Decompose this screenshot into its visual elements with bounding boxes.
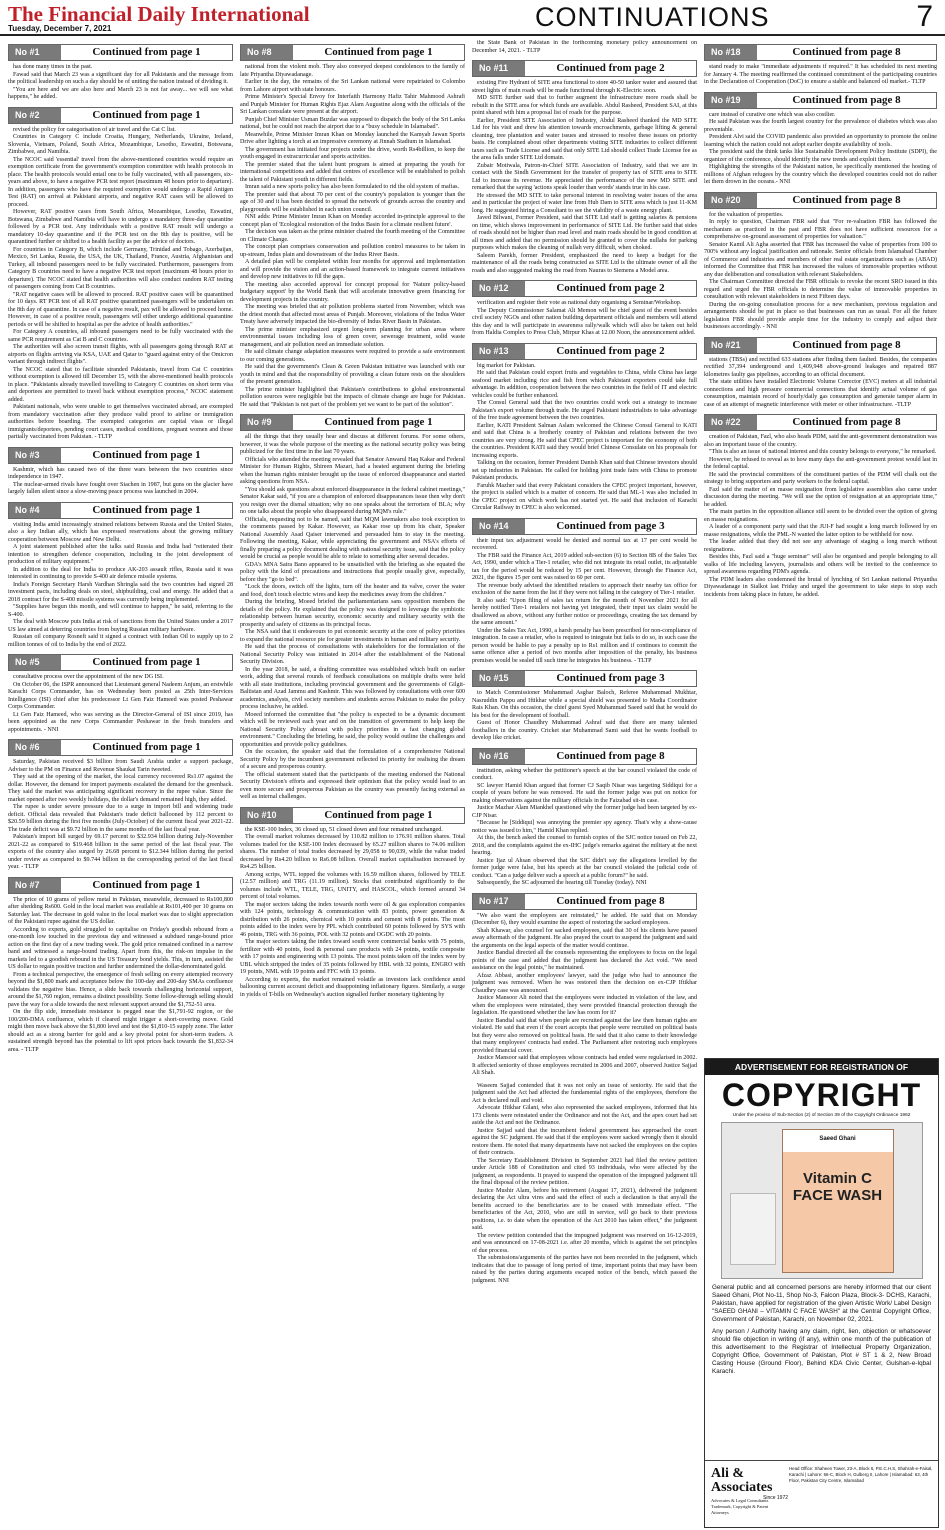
story-paragraph: The government has initiated four projects under the drive, worth Rs4billion, to keep the youth engaged in extracurricular and sports activities. [240,146,465,160]
story [472,748,697,888]
story-paragraph: "You are here and we are also here and March 23 is not far away... we will see what happens," he added. [8,86,233,100]
story-paragraph: The deal with Moscow puts India at risk of sanctions from the United States under a 2017 US law aimed at deterring countries from buying Russian military hardware. [8,619,233,633]
story [8,654,233,734]
story [704,44,937,87]
story [472,670,697,743]
story-paragraph: Guest of Honor Chaudhry Muhammad Ashraf said that there are many talented footballers in the country. Cricket star Muhammad Sami said that he wants football to develop like cricket. [472,720,697,741]
continued-from-label: Continued from page 1 [61,45,232,60]
story-paragraph: Officials who attended the meeting revealed that Senator Anwarul Haq Kakar and Federal Minister for Human Rights, Shireen Mazari, had a heated argument during the briefing when the human rights minister brought up the issue of enforced disappearance and started asking questions from NSA. [240,456,465,485]
story-paragraph: The meeting was briefed that air pollution problems started from November, which was the driest month that affected most areas of Punjab. Moreover, violations of the Indus Water Treaty have adversely impacted the bio-diversity of Indus River Basin in Pakistan. [240,304,465,325]
story-paragraph: The overall market volumes decreased by 110.82 million to 176.91 million shares. Total volumes traded for the KSE-100 Index decreased by 65.27 million shares to 74.06 million shares. The number of total trades decreased by 29,058 to 90,039, while the value traded decreased by Rs4.20 billion to Rs6.08 billion. Overall market capitalisation increased by Rs4.25 billion. [240,834,465,870]
story-paragraph: creation of Pakistan, Fazl, who also heads PDM, said the anti-government demonstration was also an important issue of the country. [704,434,937,448]
story [8,107,233,442]
continued-from-label: Continued from page 1 [61,655,232,670]
story-paragraph: all the things that they usually hear and discuss at different forums. For some others, however, it was the whole purpose of the meeting as the national security policy was being publicized for the first time in the last 70 years. [240,434,465,455]
story-paragraph: Justice Mazhar Alam Miankhel questioned why the former judge had been targeted by ex-CJP Nisar. [472,805,697,819]
story-paragraph: The FBR said the Finance Act, 2019 added sub-section (6) to Section 8B of the Sales Tax Act, 1990, under which a Tier-1 retailer, who did not integrate its retail outlet, its adjustable tax for the period would be reduced by 15 per cent. However, through the Finance Act, 2021, the figures 15 per cent was raised to 60 per cent. [472,552,697,581]
story-paragraph: care instead of curative one which was also costlier. [709,111,836,118]
story-paragraph: consultative process over the appointment of the new DG ISI. [13,674,164,680]
story-paragraph: Justice Bandial directed all the counsels representing the employees to focus on the legal points of the case and added that the judgment has declared the Act void. "We need assistance on the legal points," he maintained. [472,950,697,971]
story-paragraph: The nuclear-armed rivals have fought over Siachen in 1987, but guns on the glacier have largely fallen silent since a slow-moving peace process was launched in 2004. [8,481,233,495]
story-body [472,363,697,513]
story-paragraph: Moeed informed the committee that "the policy is expected to be a dynamic document which will be reviewed each year and on the transition of government to help keep the National Security Policy abreast with policy priorities in a fast changing global environment." Concluding the briefing, he said, the policy would outline the challenges and opportunities and provide policy guidelines. [240,711,465,748]
story-paragraph: Under the Sales Tax Act, 1990, a harsh penalty has been prescribed for non-compliance of integration. In case a retailer, who is required to integrate but fails to do so, in such case the person would be liable to pay a penalty up to Rs1 million and if continues to commit the same offence after a period of two months after imposition of the penalty, his business premises would be sealed till such time he integrates his business. - TLTP [472,627,697,664]
story-body [8,127,233,442]
continued-from-label: Continued from page 2 [525,281,696,296]
story-body [704,112,937,187]
story-body [240,434,465,802]
story-paragraph: The Chairman Committee directed the FBR officials to revoke the recent SRO issued in this regard and urged the FBR officials to determine the value of immovable properties in consultation with relevant stakeholders in next Fifteen days. [704,279,937,300]
story-header [472,518,697,535]
story-paragraph: Javed Bilwani, Former President, said that SITE Ltd staff is getting salaries & pensions on time, which shows improvement in performance of SITE Ltd. He further said that sides of roads should not be higher than road level and main roads should be in good condition at all times and added that no permission should be granted to cover the nullahs for parking purposes which makes the cleaning of nullah very difficult, when choked. [472,215,697,251]
story-paragraph: Faruhk Mazher said that every Pakistani considers the CPEC project important, however, the project is stalled which is a matter of concern. He said that ML-1 was also included in the CPEC project on which work has not started yet. He said that inclusion of Karachi Circular Railway in CPEC is also welcomed. [472,482,697,511]
story-body [472,768,697,888]
story-paragraph: On October 06, the ISPR announced that Lieutenant general Nadeem Anjum, an erstwhile Karachi Corps Commander, has on Wednesday been posted as 25th Inter-Services Intelligence (ISI) chief after his predecessor Lt Gen Faiz Hameed was posted Peshawar Corps Commander. [8,681,233,710]
story-body [8,467,233,497]
page-number: 7 [916,0,933,33]
story-body [8,759,233,872]
story-paragraph: Talking on the occasion, former President Danish Khan said that Chinese investors should set up industries in Pakistan. He called for holding joint trade fairs with China to promote Pakistani products. [472,460,697,481]
story-paragraph: It also said: "Upon filing of sales tax return for the month of November 2021 for all hereby notified Tier-1 retailers not having yet integrated, their input tax claim would be disallowed as above, without any further notice or proceedings, creating the tax demand by the same amount." [472,597,697,626]
story-header [472,343,697,360]
story-paragraph: "You should ask questions about enforced disappearance in the federal cabinet meetings," Senator Kakar said, "if you are a champion of enforced disappearances issue then why don't you resign over the dismal situation; why no one speaks about the terrorism of BLA; why no one talks about the people who disappeared during MQM's rule." [240,486,465,515]
story-paragraph: He stressed the MD SITE to take personal interest in resolving water issues of the area and in particular the project of water line from Hub Dam to SITE area which is just 11-KM long. He suggested hiring a Consultant to see the viability of a waste energy plant. [472,192,697,214]
continued-from-label: Continued from page 8 [525,894,696,909]
story-number: No #20 [705,193,757,208]
newspaper-title: The Financial Daily International [8,2,310,26]
ad-footer [705,1460,938,1527]
story-body [240,64,465,409]
product-box [782,1129,894,1273]
story-body [704,357,937,410]
story-paragraph: The rupee is under severe pressure due to a surge in import bill and widening trade deficit. Official data revealed that Pakistan's trade deficit ballooned by 112 percent to $20.59 billion during the first five months (July-October) of the current fiscal year 2021-22. The trade deficit was at $9.72 billion in the same months of the last fiscal year. [8,804,233,833]
story-number: No #5 [9,655,61,670]
continued-from-label: Continued from page 8 [757,45,936,60]
story-paragraph: In addition to the deal for India to produce AK-203 assault rifles, Russia said it was interested in continuing to provide S-400 air defence missile systems. [8,566,233,580]
story-paragraph: He said climate change adaptation measures were required to provide a safe environment to our coming generations. [240,349,465,363]
story-paragraph: Afzaz Abbasi, another employees' lawyer, said the judge who had to announce the judgment was removed. When he was restored then the decision on ex-CJP Iftikhar Chaudhry case was announced. [472,972,697,994]
story-paragraph: The NCOC stated that to facilitate stranded Pakistanis, travel from Cat C countries without exemption is allowed till December 15, with the above-mentioned health protocols in place. "Pakistanis already travelled travelling to Category C countries on short term visa and deportees are permitted to travel back without exemption process," NCOC statement added. [8,366,233,403]
story-number: No #8 [241,45,293,60]
law-firm-contact: Head Office: Shaheen Tower, 23-A, Block 6, P.E.C.H.S, Shahrah-e-Faisal, Karachi | Lahore: 66-C, Block H, Gulberg II, Lahore | Islamabad: 63, 4th Floor, Pakistan City Centre, Islamabad [789,1466,933,1483]
story-number: No #3 [9,448,61,463]
product-label-image [721,1122,923,1279]
story-header [8,739,233,756]
column-3 [472,40,697,1526]
story-paragraph: The decision was taken as the prime minister chaired the fourth meeting of the Committee on Climate Change. [240,229,465,243]
story-paragraph: India's Foreign Secretary Harsh Vardhan Shringla said the two countries had signed 28 investment pacts, including deals on steel, shipbuilding, coal and energy. He added that a 2018 contract for the S-400 missile systems was currently being implemented. [8,581,233,603]
story-paragraph: The PDM leaders also condemned the brutal of lynching of Sri Lankan national Priyantha Diyawadanage in Sialkot last Friday and urged the government to take steps to stop such incidents from taking place in future, he added. [704,576,937,598]
story-paragraph: The NSA said that it endeavours to put economic security at the core of policy priorities to expand the national resource pie for greater investments in human and military security. [240,629,465,643]
story-paragraph: Pakistan's import bill surged by 69.17 percent to $32.934 billion during July-November 2021-22 as compared to $19.468 billion in the same period of the last fiscal year. The exports of the country also surged by 26.68 percent to $12.344 billion during the period under review as compared to $9.744 billion in the corresponding period of the last fiscal year. - TLTP [8,834,233,870]
story-paragraph: revised the policy for categorisation of air travel and the Cat C list. [13,126,176,133]
since-label: Since 1972 [763,1495,789,1501]
continued-from-label: Continued from page 1 [293,415,464,430]
story-number: No #13 [473,344,525,359]
story-paragraph: In the year 2018, he said, a drafting committee was established which built on earlier work, adding that several rounds of feedback consultations on multiple drafts were held with all state institutions, including provincial government and the governments of Gilgit-Baltistan and Azad Jammu and Kashmir. This was followed by consultations with over 600 academics, analysts, civil society members and students across Pakistan to make the policy process inclusive, he added. [240,666,465,710]
story-paragraph: The premier said that about 70 per cent of the country's population is younger than the age of 30 and it has been decided to spread the network of grounds across the country and playgrounds will be established in each union council. [240,191,465,213]
story-paragraph: He said the provincial committees of the constituent parties of the PDM will chalk out the strategy to bring supporters and party workers to the federal capital. [704,471,937,485]
story-paragraph: The official statement stated that the participants of the meeting endorsed the National Security Division's efforts and expressed their optimism that the policy would lead to an even more secure and prosperous Pakistan as the country was presently facing external as well as internal challenges. [240,771,465,800]
story-paragraph: He said that the government's Clean & Green Pakistan initiative was launched with our youth in mind and that the responsibility of providing a clean future rests on the shoulders of the present generation. [240,364,465,385]
story-paragraph: President Alvi said the COVID pandemic also provided an opportunity to promote the online learning which the nation could not adopt earlier despite availability of tools. [704,134,937,148]
story-paragraph: Lt Gen Faiz Hameed, who was serving as the Director-General of ISI since 2019, has been appointed as the new Corps Commander Peshawar in the fresh transfers and appointments. - NNI [8,711,233,733]
story-paragraph: A joint statement published after the talks said Russia and India had "reiterated their intention to strengthen defence cooperation, including in the joint development of production of military equipment." [8,544,233,565]
story-paragraph: Justice Sajjad said that the incumbent federal government has approached the court against the SC judgment. He said that if the employees were sacked wrongly then it should restore them. He noted that many departments have not sacked the employees on the copies of their contracts. [472,1127,697,1156]
story-paragraph: institution, asking whether the petitioner's speech at the bar council violated the code of conduct. [472,767,697,781]
story-paragraph: The Secretary Establishment Division in September 2021 had filed the review petition under Article 188 of Constitution and cited 93 individuals, who were affected by the judgment, as respondents. It prayed to suspend the operation of the impugned judgment till the final disposal of the review petition. [472,1157,697,1186]
story-body [472,1083,697,1286]
story-number: No #12 [473,281,525,296]
story [240,414,465,802]
story-number: No #14 [473,519,525,534]
story-number: No #16 [473,749,525,764]
story-paragraph: "Because he [Siddiqui] was annoying the premier spy agency. That's why a show-cause notice was issued to him," Hamid Khan replied. [472,820,697,834]
product-name: Vitamin C FACE WASH [792,1170,883,1204]
story-paragraph: MD SITE further said that to further augment the infrastructure more roads shall be rebuilt in the SITE area for which funds are available. Abdul Rasheed, President SAI, at this point shared with him a proposal list of roads for the purpose. [472,95,697,116]
story-paragraph: The NCOC said 'essential' travel from the above-mentioned countries would require an exemption certificate from the government's exemption committee with health protocols in place. The health protocols would entail one to be fully vaccinated, with all passengers, six-years and above, to have a negative PCR test report (maximum 48 hours prior to departure). In addition, passengers who have the required exemption would undergo a Rapid Antigen Test (RAT) on arrival at Pakistani airports, and negative RAT cases will be allowed to proceed. [8,156,233,208]
continued-from-label: Continued from page 1 [61,878,232,893]
story-paragraph: He said that Pakistan could export fruits and vegetables to China, while China has large seafood market including rice and fish from which Pakistani exporters could take full advantage. In addition, cooperation between the two countries in the field of IT and electric vehicles could be further enhanced. [472,370,697,399]
ad-heading: ADVERTISEMENT FOR REGISTRATION OF [705,1059,938,1075]
story-paragraph: At this, the bench asked the counsel to furnish copies of the SJC notice issued on Feb 22, 2018, and the complaints against the ex-IHC judge's remarks against the military at the next hearing. [472,835,697,856]
story-header [8,447,233,464]
story-paragraph: existing Fire Hydrant of SITE area functional to store 40-50 tanker water and assured that street lights of main roads will be made functional through K-Electric soon. [472,80,697,94]
story-paragraph: the State Bank of Pakistan in the forthcoming monetary policy announcement on December 14, 2021. - TLTP [472,40,697,54]
story-number: No #6 [9,740,61,755]
story [8,447,233,497]
story-paragraph: Justice Mansoor Ali noted that the employees were inducted in violation of the law, and when the employees were reinstated, they were provided financial protection through the legislation. He questioned whether the law has room for it? [472,995,697,1016]
ad-notice-paragraph: Any person / Authority having any claim, right, lien, objection or whatsoever should file objection in writing (if any), within one month of the publication of this advertisement to the Registrar of Intellectual Property Organization, Copyright Office, Government of Pakistan, Plot # ST 1 & 2, New Broad Casting House (Ground Floor), Behind KDA Civic Center, Gulshan-e-Iqbal Karachi. [712,1328,931,1375]
story-paragraph: Highlighting the strengths of the Pakistani nation, he specifically mentioned the hosting of millions of Afghan refugees by the country which the developed countries could not do rather let them drown in the oceans.- NNI [704,164,937,185]
story [704,337,937,410]
story-body [472,690,697,743]
story-header [704,414,937,431]
story-paragraph: Punjab Chief Minister Usman Buzdar was supposed to dispatch the body of the Sri Lanka national, but he could not reach the airport due to a "busy schedule in Islamabad". [240,116,465,130]
issue-date: Tuesday, December 7, 2021 [8,24,112,33]
story-body [704,434,937,599]
story-paragraph: A leader of a component party said that the JUI-F had sought a long march followed by en masse resignations, while the PML-N wanted the latter option to be withheld for now. [704,524,937,538]
copyright-advertisement [704,1058,939,1528]
story-paragraph: The major sectors taking the index toward south were commercial banks with 75 points, fertilizer with 40 points, food & personal care products with 24 points, textile composite with 17 points and engineering with 13 points. The most points taken off the index were by UBL which stripped the index of 35 points followed by HBL with 32 points, ENGRO with 19 points, NML with 19 points and FFC with 13 points. [240,939,465,975]
story-paragraph: Zubair Motiwala, Patron-in-Chief SITE Association of Industry, said that we are in contact with the Sindh Government for the transfer of property tax of SITE area to SITE Ltd to increase its revenue. He appreciated the performance of the new MD SITE and remarked that the saying 'actions speak louder than words' stands true in his case. [472,162,697,191]
story-header [240,44,465,61]
story [8,502,233,650]
story-body [472,913,697,1078]
story-number: No #15 [473,671,525,686]
column-1 [8,40,233,1526]
story [472,518,697,666]
story [704,414,937,599]
story-paragraph: big market for Pakistan. [477,362,536,369]
continued-from-label: Continued from page 8 [757,338,936,353]
story-body [472,538,697,666]
story [704,92,937,187]
story-paragraph: According to experts, the market remained volatile as investors lack confidence amid ballooning current account deficit and disappointing inflationary figures. Similarly, a surge in yields of T-bills on Wednesday's auction signalled further monetary tightening by [240,976,465,998]
story-paragraph: Saturday, Pakistan received $3 billion from Saudi Arabia under a support package, Adviser to the PM on Finance and Revenue Shaukat Tarin tweeted. [8,759,233,773]
story-paragraph: Subsequently, the SC adjourned the hearing till Tuesday (today). NNI [477,880,647,886]
product-brand: Saeed Ghani [819,1136,856,1142]
story-paragraph: Pakistani nationals, who were unable to get themselves vaccinated abroad, are exempted from mandatory vaccination after they produce valid proof to airline or immigration authorities before boarding. The exempted categories are capital visas or illegal immigrants/deportees, pending court cases, medical conditions, pregnant women and those partially vaccinated from Pakistan. - TLTP [8,404,233,440]
story-header [8,107,233,124]
story-paragraph: verification and register their vote as national duty organising a Seminar/Workshop. [477,300,682,306]
story-paragraph: "This is also an issue of national interest and this country belongs to everyone," he remarked. [709,449,937,455]
story-paragraph: Earlier, President SITE Association of Industry, Abdul Rasheed thanked the MD SITE Ltd for his visit and drew his attention towards encroachments, garbage lifting & general cleaning, tree plantation and water issues and stressed to resolve these issues on priority basis. He complained about other departments visiting SITE industries to collect different taxes such as Trade License and said that only SITE Ltd should collect Trade License fee as the area falls under SITE Ltd domain. [472,117,697,161]
ad-notice-paragraph: General public and all concerned persons are hereby informed that our client Saeed Ghani, Plot No-11, Shop No-3, Falcon Plaza, Block-3- DCHS, Karachi, Pakistan, have applied for registration of the given Artistic Work/ Label Design "SAEED GHANI – VITAMIN C FACE WASH" at the Central Copyright Office, Government of Pakistan, Karachi, on November 02, 2021. [712,1284,931,1323]
product-tube [730,1193,776,1265]
continued-from-label: Continued from page 8 [757,93,936,108]
story-paragraph: Saleem Parekh, former President, emphasized the need to keep a budget for the maintenance of all the roads being constructed as SITE Ltd is the ultimate owner of all the roads and also suggested making the road from Nauras to Siemens a Model area. [472,252,697,274]
story-paragraph: Justice Bandial said that when people are recruited against the law then human rights are violated. He said that even if the court accepts that people were recruited on political basis but they were also removed on political basis. He said that it also came to their knowledge that many employees' contracts had ended. The Parliament after restoring such employees provided financial cover. [472,1017,697,1054]
story-number: No #17 [473,894,525,909]
story-paragraph: has done many times in the past. [13,64,93,70]
continued-from-label: Continued from page 1 [61,503,232,518]
story-paragraph: their input tax adjustment would be denied and normal tax at 17 per cent would be recovered. [472,537,697,551]
story [240,44,465,409]
story-paragraph: The price of 10 grams of yellow metal in Pakistan, meanwhile, decreased to Rs100,800 after shedding Rs600. Gold in the local market was available at Rs101,400 per 10 grams on Saturday last. The decrease in gold value in the local market was due to slight appreciation of the Pakistani rupee against the US dollar. [8,896,233,925]
story-header [240,807,465,824]
story-paragraph: Russian oil company Rosneft said it signed a contract with Indian Oil to supply up to 2 million tonnes of oil to India by the end of 2022. [8,634,233,648]
story-paragraph: Countries in Category C include Croatia, Hungary, Netherlands, Ukraine, Ireland, Slovenia, Vietnam, Poland, South Africa, Mozambique, Lesotho, Eswatini, Botswana, Zimbabwe, and Namibia. [8,134,233,155]
continued-from-label: Continued from page 3 [525,671,696,686]
story-paragraph: The leader added that they did not see any advantage of staging a long march without resignations. [704,539,937,553]
story-paragraph: The submissions/arguments of the parties have not been recorded in the judgment, which indicates that due to passage of long period of time, important points that may have been raised by the parties during arguments escaped notice of the bench, which passed the judgment. NNI [472,1255,697,1284]
story-paragraph: Justice Mushir Alam, before his retirement (August 17, 2021), delivered the judgment declaring the Act ultra vires and said the effect of such a declaration is that any/all the benefits accrued to the beneficiaries are to be ceased with immediate effect. "The beneficiaries of the Act, 2010, who are still in service, will go back to their previous positions, i.e. to date when the operation of the Act 2010 has taken effect," the judgment said. [472,1187,697,1231]
story-paragraph: Fawad said that March 23 was a significant day for all Pakistanis and the message from the political leadership on such a day should be of uniting the nation instead of dividing it. [8,71,233,85]
story-paragraph: Earlier, KATI President Salman Aslam welcomed the Chinese Consul General to KATI and said that China is a brotherly country of Pakistan and relations between the two countries are very strong. He said that CPEC project is important for the economy of both the countries. President KATI said they would brief Chinese Consulate on his proposals for increasing exports. [472,422,697,459]
story-body [704,64,937,87]
story-header [472,748,697,765]
story-paragraph: Senator Kamil Ali Agha asserted that FBR has increased the value of properties from 100 to 700% without any logical justification and rationale. Senior officials from Islamabad Chamber of Commerce and industries and members of other real estate organizations such as (ABAD) informed the Committee that FBR has increased the values of immovable properties without any due deliberation and consultation with relevant Stakeholders. [704,241,937,278]
story-paragraph: From a technical perspective, the emergence of fresh selling on every attempted recovery beyond the $1,800 mark and acceptance below the 100-day and 200-day SMAs confluence validates the negative bias. Hence, a slide back towards challenging horizontal support, around the $1,760 region, remains a distinct possibility. Some follow-through selling should pave the way for a slide towards the next relevant support around the $1,752-51 area. [8,971,233,1008]
continued-from-label: Continued from page 8 [757,415,936,430]
story-body [472,300,697,338]
story-body [704,212,937,332]
story-body [8,64,233,102]
story-paragraph: The Deputy Commissioner Salamat Ali Memon will be chief guest of the event besides civil society NGOs and other nation building department officials and members will attend this day and is will participate in awareness rally/walk which will also be taken out held from Haldia Complex to Press Club, Mirpur Khas at 12.00 Noon, the announcement added. [472,307,697,336]
story-body [8,674,233,734]
story-number: No #2 [9,108,61,123]
story-body [240,827,465,1000]
ad-notice [705,1279,938,1376]
story-paragraph: to Match Commissioner Muhammad Asghar Baloch, Referee Muhammad Mukhtar, Nasruddin Pappu and Iftikhar while a special shield was presented to Madia Coordinator Rais Khan. On this occasion, the chief guest Syed Muhammad Saeed said that he would do his best for the development of football. [472,690,697,719]
story-header [472,60,697,77]
story-number: No #9 [241,415,293,430]
story-paragraph: Imran said a new sports policy has also been formulated to rid the old system of mafias. [245,184,460,190]
story-paragraph: Shah Khawar, also counsel for sacked employees, said that 30 of his clients have passed away aftermath of the judgment. He also prayed the court to suspend the judgment and said the arguments on the legal aspects of the matter would continue. [472,927,697,949]
story-paragraph: The review petition contended that the impugned judgment was reserved on 16-12-2019, and was announced on 17-08-2021 i.e. after 20 months, which is against the set principles of due process. [472,1232,697,1254]
story-paragraph: On the flip side, immediate resistance is pegged near the $1,791-92 region, or the 100/200-DMA confluence, which if cleared might trigger a short-covering move. Gold might then move back above the $1,800 level and test the $1,810-15 supply zone. The latter should act as a strong barrier for gold and a key pivotal point for short-term traders. A sustained strength beyond has the potential to lift spot prices back towards the $1,832-34 area. - TLTP [8,1009,233,1053]
story-paragraph: The revenue body advised the identified retailers to approach their nearby tax office for exclusion of the name from the list if they were not falling in the category of Tier-1 retailer. [472,582,697,596]
story-header [472,893,697,910]
story [472,60,697,275]
story-paragraph: The premier stated that the talent hunt program is aimed at preparing the youth for international competitions and added that centres of excellence will be established to polish the talent of Pakistani youth in different fields. [240,161,465,183]
story-paragraph: "Lock the doors, switch off the lights, turn off the heater and its valve, cover the water and food, don't touch electric wires and keep the medicines away from the children." [240,584,465,598]
story-paragraph: The Consul General said that the two countries could work out a strategy to increase Pakistan's export volume through trade. He urged Pakistani industrialists to take advantage of the free trade agreement between the two countries. [472,400,697,421]
continued-from-label: Continued from page 1 [61,740,232,755]
story-header [8,502,233,519]
story-paragraph: For countries in Category B, which include Germany, Trinidad and Tobago, Azerbaijan, Mexico, Sri Lanka, Russia, the USA, the UK, Thailand, France, Austria, Afghanistan and Turkey, all inbound passengers need to be fully vaccinated. Furthermore, passengers from Category B countries need to have a negative PCR test report (maximum 48 hours prior to departure). The NCOC stated that health authorities will also conduct random RAT testing of passengers coming from Cat B countries. [8,246,233,290]
story [472,343,697,513]
story-paragraph: On the occasion, the speaker said that the formulation of a comprehensive National Security Policy by the incumbent government reflected its priority for realising the dream of a secure and prosperous country. [240,749,465,770]
continued-from-label: Continued from page 1 [61,448,232,463]
story-paragraph: The prime minister highlighted that Pakistan's contributions to global environmental pollution sources were negligible but the impacts of climate change are huge for Pakistan. He said that "Pakistan is not part of the problem yet we want to be part of the solution". [240,386,465,408]
story-header [472,670,697,687]
story [472,280,697,338]
column-2 [240,40,465,1526]
story-paragraph: national from the violent mob. They also conveyed deepest condolences to the family of late Priyantha Diyawadanage. [240,64,465,78]
story [240,807,465,1000]
story [472,1083,697,1286]
story-number: No #4 [9,503,61,518]
story [472,40,697,55]
story-paragraph: NNI adds: Prime Minister Imran Khan on Monday accorded in-principle approval to the concept plan of 'Ecological restoration of the Indus Basin for a climate resilient future'. [240,214,465,228]
story-header [472,280,697,297]
story-paragraph: Prime Minister's Special Envoy for Interfaith Harmony Hafiz Tahir Mahmood Ashrafi and Punjab Minister for Human Rights Ejaz Alam Augustine along with the officials of the Sri Lankan consulate were present at the airport. [240,94,465,115]
story-paragraph: The major sectors taking the index towards north were oil & gas exploration companies with 124 points, technology & communication with 83 points, power generation & distribution with 26 points, chemical with 10 points and cement with 8 points. The most points added to the index were by PPL which contributed 60 points followed by SYS with 46 points, TRG with 36 points, POL with 32 points and OGDC with 20 points. [240,901,465,938]
story-paragraph: The state utilities have installed Electronic Volume Corrector (EVC) meters at all industrial connections and high pressure commercial connections that identify actual volume of gas consumption, maintain record of hourly/daily gas consumption and generate tamper alarm in case of an attempt of magnetic interference with meter or other infrastructure. -TLTP [704,379,937,408]
story-paragraph: He said that the process of consultations with stakeholders for the formulation of the National Security Policy was initiated in 2014 after the establishment of the National Security Division. [240,644,465,665]
story-paragraph: for the valuation of properties. [709,211,784,218]
story-paragraph: "RAT negative cases will be allowed to proceed. RAT positive cases will be quarantined for 10 days. RT PCR test of all RAT positive quarantined passengers will be undertaken on the 8th day of quarantine. In case of a negative result, pax will be allowed to proceed home. However, in case of a positive result, passengers will either undergo additional quarantine periods or will be shifted to hospital as per the advice of health authorities." [8,291,233,328]
continued-from-label: Continued from page 1 [293,808,464,823]
story-paragraph: For Category A countries, all inbound passengers need to be fully vaccinated with the same PCR requirement as Cat B and C countries. [8,329,233,343]
story-paragraph: Meanwhile, Prime Minister Imran Khan on Monday launched the Kamyab Jawan Sports Drive after lighting a torch at an impressive ceremony at Jinnah Stadium in Islamabad. [240,131,465,145]
story-paragraph: The concept plan comprises conservation and pollution control measures to be taken in up-stream, Indus plain and downstream of the Indus River Basin. [240,244,465,258]
story-body [472,80,697,275]
masthead [0,0,945,36]
story-header [704,192,937,209]
story-body [472,40,697,55]
story-paragraph: "We also want the employees are reinstated," he added. He said that on Monday (December 6), they would examine the aspect of restoring the sacked employees. [472,912,697,926]
story-paragraph: However, RAT positive cases from South Africa, Mozambique, Lesotho, Eswatini, Botswana, Zimbabwe and Namibia will have to undergo a mandatory three-day quarantine followed by a PCR test. Any individuals with a positive RAT result will undergo a mandatory 10-day quarantine and if the PCR test on the 8th day is positive, will be quarantined further or shifted to a health facility as per the advice of doctors. [8,209,233,245]
story-number: No #1 [9,45,61,60]
story-paragraph: Advocate Iftikhar Gilani, who also represented the sacked employees, informed that his 173 clients were reinstated under the Ordinance and not the Act, and the apex court had set aside the Act and not the Ordinance. [472,1105,697,1126]
story-body [8,897,233,1055]
story-paragraph: Earlier in the day, the remains of the Sri Lankan national were repatriated to Colombo from Lahore airport with state honours. [240,79,465,93]
story-number: No #21 [705,338,757,353]
story-paragraph: Fazl said the matter of en masse resignation from legislative assemblies also came under discussion during the meeting. "We will use the option of resignation at an appropriate time," he added. [704,486,937,508]
story-paragraph: He said Pakistan was the fourth largest country for the prevalence of diabetes which was also preventable. [704,119,937,133]
story-paragraph: Kashmir, which has caused two of the three wars between the two countries since independence in 1947. [8,466,233,480]
story-paragraph: They said at the opening of the market, the local currency recovered Rs1.07 against the dollar. However, the demand for import payments escalated the demand for the greenback. They said the market was anticipating significant recovery in the rupee value. Since the market opened after two weekly holidays, the dollar's demand remained high, they added. [8,774,233,803]
story-header [704,92,937,109]
story-number: No #19 [705,93,757,108]
story-paragraph: According to experts, gold struggled to capitalise on Friday's goodish rebound from a one-month low touched in the previous day and witnessed a subdued range-bound price action on the first day of a new trading week. The gold price remained confined in a narrow band and witnessed a range-bound trading. Apart from this, the risk-on impulse in the markets led to a goodish rebound in the US Treasury bond yields. This, in turn, assisted the US dollar to regain positive traction and further undermined the dollar-denominated gold. [8,926,233,970]
story-paragraph: Officials, requesting not to be named, said that MQM lawmakers also took exception to the comments passed by Kakar. However, as Kakar rose up from his chair, Speaker National Assembly Asad Qaiser intervened and persuaded him to stay in the meeting. Following the meeting, Kakar, while appreciating the government and NSA's efforts of finally preparing a policy document dealing with national security issue, said that the policy would be crucial as people would be able to relate to something after several decades. [240,516,465,560]
ad-copyright-title: COPYRIGHT [721,1077,922,1113]
continued-from-label: Continued from page 8 [757,193,936,208]
story-paragraph: the KSE-100 Index, 36 closed up, 51 closed down and four remained unchanged. [245,826,443,833]
story-paragraph: A detailed plan will be completed within four months for approval and implementation and will provide the vision and an action-based framework to integrate current initiatives and develop new initiatives to fill the gaps. [240,259,465,280]
story-paragraph: In reply to question, Chairman FBR said that "For re-valuation FBR has followed the mechanism as practiced in the past and FBR does not have sufficient resources for a comprehensive on-ground assessment of properties for valuation." [704,219,937,240]
story-paragraph: The meeting also accorded approval for concept proposal for 'Nature policy-based budgetary support' by the World Bank that will accelerate innovative green financing for development projects in the country. [240,281,465,303]
story-paragraph: stations (TBSs) and rectified 633 stations after finding them faulted. Besides, the companies rectified 37,394 underground and 1,409,948 above-ground leakages and repaired 887 kilometres faulty gas pipelines, according to an official document. [704,356,937,378]
story-header [704,44,937,61]
story-paragraph: However, he refused to reveal as to how many days the anti-government protest would last in the federal capital. [704,456,937,470]
story-paragraph: Waseem Sajjad contended that it was not only an issue of seniority. He said that the judgment said the Act had affected the fundamental rights of the employees, therefore the Act is declared null and void. [472,1082,697,1104]
story-paragraph: The prime minister emphasized urgent long-term planning for urban areas where environmental issues including loss of green cover, sewerage treatment, solid waste management, and air pollution need an immediate solution. [240,326,465,348]
story-paragraph: Besides this, Fazl said a "huge seminar" will also be organised and people belonging to all walks of life including lawyers, journalists and others will be invited to the conference to spread awareness regarding PDM's agenda. [704,554,937,575]
story-header [8,877,233,894]
story [704,192,937,332]
ad-legal-reference: Under the proviso of Sub-Section (2) of Section 39 of the Copyright Ordinance 1962 [732,1113,911,1118]
story-paragraph: Among scrips, WTL topped the volumes with 16.59 million shares, followed by TELE (12.57 million) and TRG (11.19 million). Stocks that contributed significantly to the volumes include WTL, TELE, TRG, UNITY, and HASCOL, which formed around 34 percent of total volumes. [240,871,465,900]
story-paragraph: SC lawyer Hamid Khan argued that former CJ Saqib Nisar was targeting Siddiqui for a couple of years before he was removed. He said the former judge was put on notice for making observations against the military officials in the Faizabad sit-in case. [472,782,697,804]
story [8,877,233,1055]
story-paragraph: stand ready to make "immediate adjustments if required." It has scheduled its next meeting for January 4. The meeting reaffirmed the continued commitment of the participating countries in the Declaration of Cooperation (DoC) to ensure a stable and balanced oil market.- TLTP [704,64,937,85]
story-body [8,522,233,650]
story-paragraph: The authorities will also screen transit flights, with all passengers going through RAT at airports on flights arriving via KSA, UAE and Qatar to "guard against entry of the Omicron variant through indirect flights". [8,344,233,365]
continued-from-label: Continued from page 2 [525,61,696,76]
continued-from-label: Continued from page 8 [525,749,696,764]
continued-from-label: Continued from page 2 [525,344,696,359]
story [472,893,697,1078]
story-header [240,414,465,431]
story-number: No #18 [705,45,757,60]
continued-from-label: Continued from page 1 [293,45,464,60]
story-number: No #10 [241,808,293,823]
story-paragraph: Justice Ijaz ul Ahsan observed that the SJC didn't say the allegations levelled by the former judge were false, but his speech at the bar council violated the judicial code of conduct. "Can a judge deliver such a speech at a public forum?" he said. [472,857,697,879]
story-paragraph: During the on-going consultation process for a new mechanism, previous regulation and arrangements should be put in place so that businesses can run as usual. For all the future legislation FBR should provide ample time for the industry to comply and adjust their businesses accordingly. - NNI [704,301,937,330]
story-header [8,654,233,671]
continued-from-label: Continued from page 3 [525,519,696,534]
story-paragraph: visiting India amid increasingly strained relations between Russia and the United States, also a key Indian ally, which has expressed reservations about the growing military cooperation between Moscow and New Delhi. [8,521,233,543]
story-paragraph: Justice Mansoor said that employees whose contracts had ended were regularised in 2002. It affected seniority of those employees recruited in 2006 and 2007, observed Justice Sajjad Ali Shah. [472,1055,697,1076]
story-number: No #22 [705,415,757,430]
story [8,739,233,872]
story-number: No #11 [473,61,525,76]
story-paragraph: The president said the think tanks like Sustainable Development Policy Institute (SDPI), the organizer of the conference, should identify the new trends and exploit them. [704,149,937,163]
story-paragraph: "Supplies have begun this month, and will continue to happen," he said, referring to the S-400. [8,604,233,618]
story-paragraph: During the briefing, Moeed briefed the parliamentarians sans opposition members the details of the policy. He explained that the policy was designed to leverage the symbiotic relationship between human security, economic security and military security with the prosperity and safety of citizens as its principal focus. [240,599,465,628]
section-title: CONTINUATIONS [535,2,770,32]
continued-from-label: Continued from page 1 [61,108,232,123]
story-header [8,44,233,61]
story-number: No #7 [9,878,61,893]
story-paragraph: GDA's MNA Saira Bano appeared to be unsatisfied with the briefing as she equated the policy with the kind of precautions and instructions that people usually give, especially, before they "go to bed". [240,561,465,583]
law-firm-logo: Ali & Associates Advocates & Legal Consultants Trademark, Copyright & Patent Attorneys [711,1466,773,1515]
story-paragraph: The main parties in the opposition alliance still seem to be divided over the option of giving en masse resignations. [704,509,937,523]
story-header [704,337,937,354]
story [8,44,233,102]
